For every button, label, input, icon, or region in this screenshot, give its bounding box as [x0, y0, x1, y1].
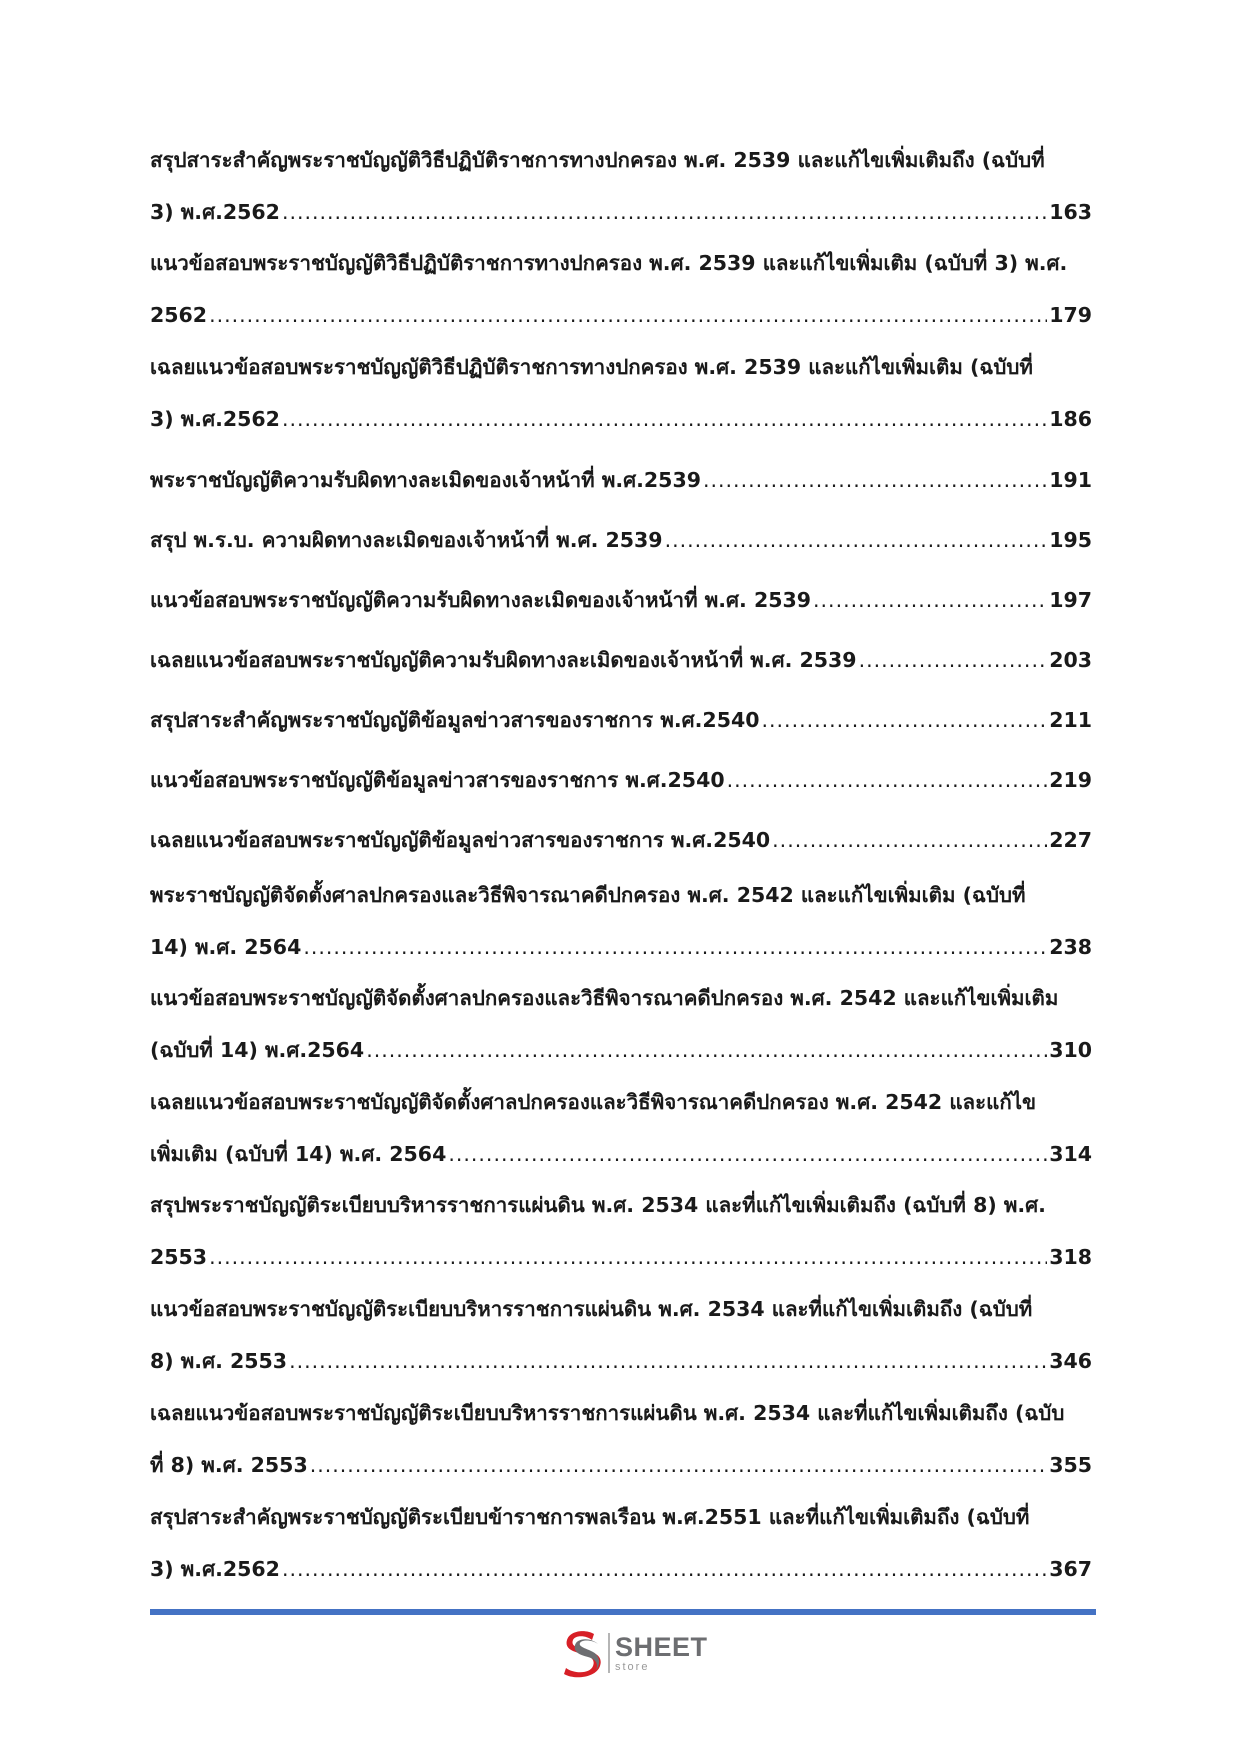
toc-entry-title-line1: สรุปสาระสำคัญพระราชบัญญัติระเบียบข้าราชการพลเรือน พ.ศ.2551 และที่แก้ไขเพิ่มเติมถึง (ฉบับที่	[150, 1505, 1030, 1529]
toc-page-number: 219	[1049, 768, 1092, 792]
dot-leader	[289, 1346, 1047, 1376]
toc-entry-title-line2: (ฉบับที่ 14) พ.ศ.2564	[150, 1038, 365, 1062]
toc-entry-title: แนวข้อสอบพระราชบัญญัติข้อมูลข่าวสารของราชการ พ.ศ.2540	[150, 768, 725, 792]
dot-leader	[209, 300, 1047, 330]
toc-page-number: 195	[1049, 528, 1092, 552]
footer-divider	[150, 1609, 1096, 1615]
toc-page-number: 203	[1049, 648, 1092, 672]
toc-entry-title: สรุปสาระสำคัญพระราชบัญญัติข้อมูลข่าวสารของราชการ พ.ศ.2540	[150, 708, 760, 732]
toc-entry[interactable]	[150, 525, 1092, 555]
toc-page-number: 186	[1049, 407, 1092, 431]
toc-entry[interactable]	[150, 585, 1092, 615]
toc-entry[interactable]	[150, 465, 1092, 495]
toc-entry-title-line2: 3) พ.ศ.2562	[150, 407, 280, 431]
toc-entry-title-line2: 14) พ.ศ. 2564	[150, 935, 302, 959]
toc-entry[interactable]	[150, 645, 1092, 675]
sheet-store-logo	[560, 1628, 730, 1678]
toc-entry-title-line1: แนวข้อสอบพระราชบัญญัติระเบียบบริหารราชการแผ่นดิน พ.ศ. 2534 และที่แก้ไขเพิ่มเติมถึง (ฉบับที่	[150, 1297, 1033, 1321]
sheet-store-s-icon	[560, 1628, 604, 1678]
logo-wordmark: SHEET	[615, 1631, 708, 1662]
toc-entry-title-line2: 3) พ.ศ.2562	[150, 200, 280, 224]
toc-entry-title-line1: สรุปสาระสำคัญพระราชบัญญัติวิธีปฏิบัติราชการทางปกครอง พ.ศ. 2539 และแก้ไขเพิ่มเติมถึง (ฉบับที่	[150, 148, 1045, 172]
toc-entry-title: สรุป พ.ร.บ. ความผิดทางละเมิดของเจ้าหน้าที่ พ.ศ. 2539	[150, 528, 663, 552]
toc-entry[interactable]	[150, 248, 1092, 330]
toc-page-number: 238	[1049, 935, 1092, 959]
dot-leader	[762, 705, 1048, 735]
toc-entry[interactable]	[150, 765, 1092, 795]
dot-leader	[282, 404, 1047, 434]
toc-page-number: 197	[1049, 588, 1092, 612]
toc-entry-title-line1: เฉลยแนวข้อสอบพระราชบัญญัติระเบียบบริหารราชการแผ่นดิน พ.ศ. 2534 และที่แก้ไขเพิ่มเติมถึง (ฉบับ	[150, 1401, 1065, 1425]
toc-entry-title-line2: 3) พ.ศ.2562	[150, 1557, 280, 1581]
toc-page-number: 310	[1049, 1038, 1092, 1062]
toc-entry[interactable]	[150, 1294, 1092, 1376]
toc-entry-title: แนวข้อสอบพระราชบัญญัติความรับผิดทางละเมิดของเจ้าหน้าที่ พ.ศ. 2539	[150, 588, 812, 612]
toc-page-number: 314	[1049, 1142, 1092, 1166]
dot-leader	[282, 1554, 1047, 1584]
dot-leader	[366, 1035, 1047, 1065]
toc-entry-title-line1: แนวข้อสอบพระราชบัญญัติจัดตั้งศาลปกครองและวิธีพิจารณาคดีปกครอง พ.ศ. 2542 และแก้ไขเพิ่มเติม	[150, 986, 1059, 1010]
toc-entry-title-line2: ที่ 8) พ.ศ. 2553	[150, 1453, 308, 1477]
toc-page-number: 179	[1049, 303, 1092, 327]
toc-entry[interactable]	[150, 825, 1092, 855]
toc-entry[interactable]	[150, 145, 1092, 227]
toc-entry-title-line1: สรุปพระราชบัญญัติระเบียบบริหารราชการแผ่นดิน พ.ศ. 2534 และที่แก้ไขเพิ่มเติมถึง (ฉบับที่ 8) พ.ศ.	[150, 1193, 1046, 1217]
dot-leader	[727, 765, 1048, 795]
toc-entry[interactable]	[150, 1502, 1092, 1584]
toc-entry-title: เฉลยแนวข้อสอบพระราชบัญญัติข้อมูลข่าวสารของราชการ พ.ศ.2540	[150, 828, 771, 852]
dot-leader	[859, 645, 1048, 675]
toc-entry-title-line1: แนวข้อสอบพระราชบัญญัติวิธีปฏิบัติราชการทางปกครอง พ.ศ. 2539 และแก้ไขเพิ่มเติม (ฉบับที่ 3) พ.ศ.	[150, 251, 1068, 275]
toc-entry[interactable]	[150, 1190, 1092, 1272]
toc-entry-title-line2: 2553	[150, 1245, 208, 1269]
toc-entry-title: เฉลยแนวข้อสอบพระราชบัญญัติความรับผิดทางละเมิดของเจ้าหน้าที่ พ.ศ. 2539	[150, 648, 857, 672]
toc-page-number: 227	[1049, 828, 1092, 852]
dot-leader	[772, 825, 1047, 855]
dot-leader	[448, 1139, 1047, 1169]
toc-entry-title-line2: 2562	[150, 303, 208, 327]
dot-leader	[813, 585, 1047, 615]
toc-page-number: 367	[1049, 1557, 1092, 1581]
toc-page-number: 346	[1049, 1349, 1092, 1373]
logo-text	[615, 1631, 708, 1673]
toc-entry[interactable]	[150, 1398, 1092, 1480]
logo-separator	[608, 1633, 610, 1673]
toc-entry-title-line1: พระราชบัญญัติจัดตั้งศาลปกครองและวิธีพิจารณาคดีปกครอง พ.ศ. 2542 และแก้ไขเพิ่มเติม (ฉบับที่	[150, 883, 1026, 907]
toc-entry[interactable]	[150, 705, 1092, 735]
dot-leader	[310, 1450, 1047, 1480]
toc-page-number: 211	[1049, 708, 1092, 732]
toc-page-number: 355	[1049, 1453, 1092, 1477]
toc-entry-title-line1: เฉลยแนวข้อสอบพระราชบัญญัติจัดตั้งศาลปกครองและวิธีพิจารณาคดีปกครอง พ.ศ. 2542 และแก้ไข	[150, 1090, 1037, 1114]
toc-entry-title: พระราชบัญญัติความรับผิดทางละเมิดของเจ้าหน้าที่ พ.ศ.2539	[150, 468, 701, 492]
toc-entry-title-line1: เฉลยแนวข้อสอบพระราชบัญญัติวิธีปฏิบัติราชการทางปกครอง พ.ศ. 2539 และแก้ไขเพิ่มเติม (ฉบับที่	[150, 355, 1033, 379]
toc-entry[interactable]	[150, 983, 1092, 1065]
toc-entry[interactable]	[150, 1087, 1092, 1169]
toc-page-number: 163	[1049, 200, 1092, 224]
toc-entry[interactable]	[150, 352, 1092, 434]
logo-subtext: store	[615, 1660, 650, 1673]
dot-leader	[282, 197, 1047, 227]
toc-entry-title-line2: 8) พ.ศ. 2553	[150, 1349, 288, 1373]
toc-entry-title-line2: เพิ่มเติม (ฉบับที่ 14) พ.ศ. 2564	[150, 1142, 447, 1166]
toc-page-number: 191	[1049, 468, 1092, 492]
toc-entry[interactable]	[150, 880, 1092, 962]
toc-page-number: 318	[1049, 1245, 1092, 1269]
dot-leader	[303, 932, 1047, 962]
dot-leader	[209, 1242, 1047, 1272]
dot-leader	[665, 525, 1048, 555]
dot-leader	[703, 465, 1047, 495]
